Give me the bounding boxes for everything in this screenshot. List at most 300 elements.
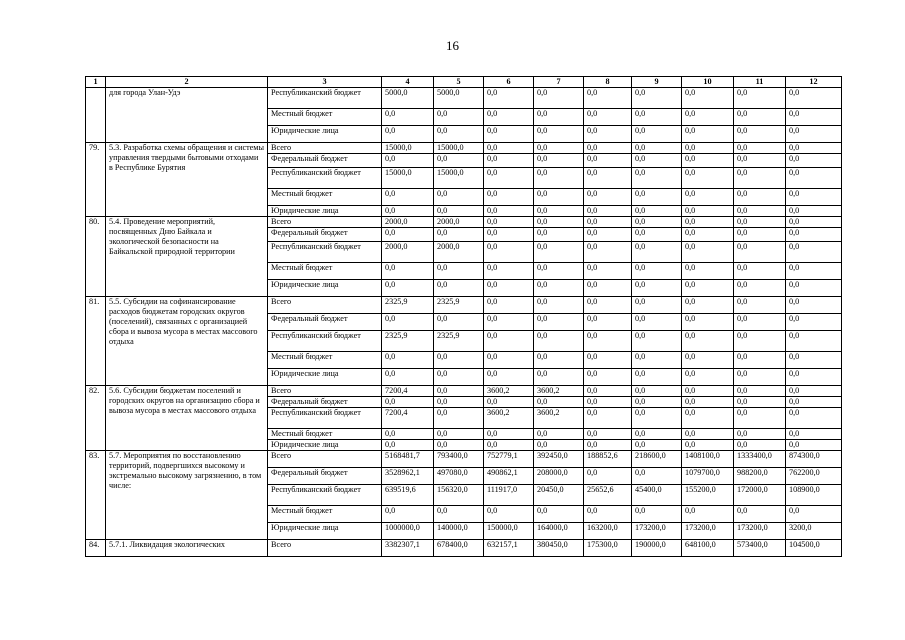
- amount-cell: 0,0: [734, 143, 786, 154]
- funding-source: Юридические лица: [268, 126, 382, 143]
- amount-cell: 0,0: [484, 242, 534, 263]
- amount-cell: 0,0: [734, 386, 786, 397]
- amount-cell: 0,0: [484, 397, 534, 408]
- row-index: 80.: [86, 217, 106, 297]
- amount-cell: 0,0: [534, 109, 584, 126]
- amount-cell: 7200,4: [382, 408, 434, 429]
- amount-cell: 380450,0: [534, 540, 584, 557]
- amount-cell: 0,0: [632, 468, 682, 485]
- amount-cell: 3600,2: [484, 408, 534, 429]
- amount-cell: 0,0: [534, 297, 584, 314]
- amount-cell: 0,0: [484, 429, 534, 440]
- amount-cell: 0,0: [434, 429, 484, 440]
- amount-cell: 0,0: [584, 352, 632, 369]
- amount-cell: 0,0: [434, 263, 484, 280]
- amount-cell: 0,0: [682, 440, 734, 451]
- amount-cell: 0,0: [786, 242, 842, 263]
- amount-cell: 0,0: [584, 386, 632, 397]
- amount-cell: 0,0: [484, 263, 534, 280]
- amount-cell: 0,0: [682, 263, 734, 280]
- column-header: 5: [434, 77, 484, 88]
- amount-cell: 3600,2: [534, 408, 584, 429]
- funding-source: Всего: [268, 217, 382, 228]
- funding-source: Всего: [268, 451, 382, 468]
- amount-cell: 111917,0: [484, 485, 534, 506]
- column-header: 2: [106, 77, 268, 88]
- amount-cell: 0,0: [534, 440, 584, 451]
- amount-cell: 0,0: [434, 109, 484, 126]
- amount-cell: 2325,9: [382, 297, 434, 314]
- amount-cell: 3600,2: [484, 386, 534, 397]
- amount-cell: 0,0: [584, 369, 632, 386]
- amount-cell: 752779,1: [484, 451, 534, 468]
- amount-cell: 0,0: [786, 109, 842, 126]
- amount-cell: 0,0: [632, 217, 682, 228]
- amount-cell: 2000,0: [382, 217, 434, 228]
- amount-cell: 155200,0: [682, 485, 734, 506]
- amount-cell: 3600,2: [534, 386, 584, 397]
- amount-cell: 0,0: [786, 263, 842, 280]
- amount-cell: 0,0: [682, 206, 734, 217]
- amount-cell: 0,0: [584, 228, 632, 242]
- funding-source: Республиканский бюджет: [268, 88, 382, 109]
- amount-cell: 0,0: [484, 154, 534, 168]
- amount-cell: 0,0: [534, 397, 584, 408]
- amount-cell: 0,0: [786, 386, 842, 397]
- amount-cell: 7200,4: [382, 386, 434, 397]
- amount-cell: 0,0: [434, 154, 484, 168]
- amount-cell: 5000,0: [382, 88, 434, 109]
- amount-cell: 0,0: [584, 109, 632, 126]
- amount-cell: 0,0: [534, 143, 584, 154]
- amount-cell: 0,0: [786, 440, 842, 451]
- funding-source: Всего: [268, 540, 382, 557]
- column-header: 3: [268, 77, 382, 88]
- amount-cell: 0,0: [382, 506, 434, 523]
- amount-cell: 173200,0: [734, 523, 786, 540]
- column-header: 12: [786, 77, 842, 88]
- amount-cell: 0,0: [484, 297, 534, 314]
- amount-cell: 0,0: [584, 263, 632, 280]
- amount-cell: 0,0: [682, 369, 734, 386]
- amount-cell: 0,0: [434, 369, 484, 386]
- activity-description: для города Улан-Удэ: [106, 88, 268, 143]
- amount-cell: 0,0: [534, 280, 584, 297]
- amount-cell: 0,0: [632, 143, 682, 154]
- amount-cell: 0,0: [786, 331, 842, 352]
- activity-description: 5.6. Субсидии бюджетам поселений и городских округов на организацию сбора и вывоза мусора в местах массового отдыха: [106, 386, 268, 451]
- amount-cell: 490862,1: [484, 468, 534, 485]
- amount-cell: 0,0: [382, 280, 434, 297]
- amount-cell: 188852,6: [584, 451, 632, 468]
- amount-cell: 0,0: [434, 189, 484, 206]
- amount-cell: 1408100,0: [682, 451, 734, 468]
- amount-cell: 5168481,7: [382, 451, 434, 468]
- amount-cell: 0,0: [682, 314, 734, 331]
- amount-cell: 0,0: [434, 408, 484, 429]
- amount-cell: 0,0: [584, 506, 632, 523]
- funding-source: Республиканский бюджет: [268, 485, 382, 506]
- amount-cell: 0,0: [632, 314, 682, 331]
- amount-cell: 108900,0: [786, 485, 842, 506]
- budget-table: [85, 76, 842, 557]
- funding-source: Всего: [268, 143, 382, 154]
- amount-cell: 2325,9: [382, 331, 434, 352]
- amount-cell: 0,0: [382, 397, 434, 408]
- amount-cell: 164000,0: [534, 523, 584, 540]
- amount-cell: 0,0: [534, 217, 584, 228]
- amount-cell: 0,0: [682, 126, 734, 143]
- amount-cell: 0,0: [534, 126, 584, 143]
- amount-cell: 0,0: [382, 263, 434, 280]
- amount-cell: 0,0: [484, 369, 534, 386]
- amount-cell: 0,0: [734, 189, 786, 206]
- amount-cell: 0,0: [534, 228, 584, 242]
- funding-source: Местный бюджет: [268, 429, 382, 440]
- amount-cell: 104500,0: [786, 540, 842, 557]
- amount-cell: 0,0: [682, 217, 734, 228]
- funding-source: Республиканский бюджет: [268, 242, 382, 263]
- amount-cell: 0,0: [786, 506, 842, 523]
- funding-source: Федеральный бюджет: [268, 397, 382, 408]
- funding-source: Юридические лица: [268, 369, 382, 386]
- amount-cell: 497080,0: [434, 468, 484, 485]
- row-index: [86, 88, 106, 143]
- amount-cell: 0,0: [734, 126, 786, 143]
- amount-cell: 172000,0: [734, 485, 786, 506]
- funding-source: Юридические лица: [268, 206, 382, 217]
- amount-cell: 0,0: [632, 397, 682, 408]
- table-row: [86, 386, 842, 397]
- amount-cell: 173200,0: [632, 523, 682, 540]
- amount-cell: 0,0: [434, 397, 484, 408]
- amount-cell: 0,0: [734, 397, 786, 408]
- amount-cell: 0,0: [734, 217, 786, 228]
- amount-cell: 0,0: [484, 88, 534, 109]
- amount-cell: 0,0: [632, 228, 682, 242]
- amount-cell: 0,0: [632, 263, 682, 280]
- funding-source: Юридические лица: [268, 280, 382, 297]
- amount-cell: 1000000,0: [382, 523, 434, 540]
- amount-cell: 0,0: [434, 126, 484, 143]
- amount-cell: 573400,0: [734, 540, 786, 557]
- funding-source: Федеральный бюджет: [268, 228, 382, 242]
- table-row: [86, 297, 842, 314]
- activity-description: 5.7.1. Ликвидация экологических: [106, 540, 268, 557]
- amount-cell: 0,0: [484, 506, 534, 523]
- amount-cell: 0,0: [534, 429, 584, 440]
- amount-cell: 15000,0: [434, 143, 484, 154]
- amount-cell: 45400,0: [632, 485, 682, 506]
- amount-cell: 762200,0: [786, 468, 842, 485]
- amount-cell: 0,0: [682, 506, 734, 523]
- column-header: 10: [682, 77, 734, 88]
- amount-cell: 0,0: [786, 352, 842, 369]
- amount-cell: 0,0: [632, 206, 682, 217]
- column-header: 8: [584, 77, 632, 88]
- amount-cell: 0,0: [632, 440, 682, 451]
- amount-cell: 0,0: [382, 352, 434, 369]
- amount-cell: 0,0: [682, 88, 734, 109]
- row-index: 84.: [86, 540, 106, 557]
- amount-cell: 0,0: [734, 352, 786, 369]
- amount-cell: 0,0: [534, 168, 584, 189]
- funding-source: Юридические лица: [268, 523, 382, 540]
- row-index: 79.: [86, 143, 106, 217]
- amount-cell: 0,0: [786, 189, 842, 206]
- amount-cell: 0,0: [382, 189, 434, 206]
- amount-cell: 0,0: [682, 352, 734, 369]
- amount-cell: 793400,0: [434, 451, 484, 468]
- amount-cell: 0,0: [632, 189, 682, 206]
- amount-cell: 0,0: [786, 429, 842, 440]
- funding-source: Республиканский бюджет: [268, 408, 382, 429]
- amount-cell: 0,0: [682, 189, 734, 206]
- amount-cell: 0,0: [584, 189, 632, 206]
- amount-cell: 0,0: [484, 143, 534, 154]
- amount-cell: 0,0: [682, 280, 734, 297]
- amount-cell: 0,0: [786, 369, 842, 386]
- amount-cell: 3200,0: [786, 523, 842, 540]
- amount-cell: 0,0: [734, 331, 786, 352]
- amount-cell: 0,0: [484, 206, 534, 217]
- amount-cell: 0,0: [382, 126, 434, 143]
- amount-cell: 0,0: [682, 386, 734, 397]
- amount-cell: 0,0: [382, 228, 434, 242]
- amount-cell: 0,0: [632, 352, 682, 369]
- amount-cell: 0,0: [584, 126, 632, 143]
- amount-cell: 0,0: [734, 506, 786, 523]
- amount-cell: 0,0: [632, 331, 682, 352]
- amount-cell: 0,0: [786, 297, 842, 314]
- funding-source: Федеральный бюджет: [268, 154, 382, 168]
- amount-cell: 190000,0: [632, 540, 682, 557]
- amount-cell: 392450,0: [534, 451, 584, 468]
- table-body: [86, 88, 842, 557]
- amount-cell: 0,0: [584, 314, 632, 331]
- amount-cell: 0,0: [534, 352, 584, 369]
- amount-cell: 0,0: [682, 297, 734, 314]
- amount-cell: 0,0: [632, 429, 682, 440]
- amount-cell: 218600,0: [632, 451, 682, 468]
- amount-cell: 0,0: [682, 331, 734, 352]
- amount-cell: 0,0: [484, 189, 534, 206]
- amount-cell: 0,0: [484, 109, 534, 126]
- amount-cell: 0,0: [534, 206, 584, 217]
- amount-cell: 0,0: [786, 228, 842, 242]
- amount-cell: 0,0: [632, 109, 682, 126]
- amount-cell: 0,0: [484, 228, 534, 242]
- amount-cell: 0,0: [584, 143, 632, 154]
- amount-cell: 0,0: [786, 88, 842, 109]
- funding-source: Всего: [268, 297, 382, 314]
- amount-cell: 0,0: [584, 280, 632, 297]
- amount-cell: 0,0: [584, 408, 632, 429]
- amount-cell: 988200,0: [734, 468, 786, 485]
- amount-cell: 0,0: [584, 206, 632, 217]
- amount-cell: 0,0: [382, 206, 434, 217]
- funding-source: Федеральный бюджет: [268, 314, 382, 331]
- column-header: 1: [86, 77, 106, 88]
- amount-cell: 0,0: [682, 397, 734, 408]
- amount-cell: 0,0: [632, 154, 682, 168]
- amount-cell: 0,0: [632, 168, 682, 189]
- amount-cell: 0,0: [632, 297, 682, 314]
- amount-cell: 0,0: [786, 280, 842, 297]
- amount-cell: 0,0: [682, 154, 734, 168]
- table-row: [86, 143, 842, 154]
- amount-cell: 25652,6: [584, 485, 632, 506]
- amount-cell: 0,0: [584, 297, 632, 314]
- amount-cell: 0,0: [734, 263, 786, 280]
- amount-cell: 0,0: [534, 314, 584, 331]
- amount-cell: 0,0: [534, 189, 584, 206]
- amount-cell: 0,0: [382, 154, 434, 168]
- column-header: 4: [382, 77, 434, 88]
- funding-source: Республиканский бюджет: [268, 168, 382, 189]
- amount-cell: 0,0: [734, 228, 786, 242]
- amount-cell: 0,0: [786, 217, 842, 228]
- amount-cell: 20450,0: [534, 485, 584, 506]
- amount-cell: 0,0: [434, 506, 484, 523]
- amount-cell: 0,0: [786, 408, 842, 429]
- amount-cell: 0,0: [484, 314, 534, 331]
- row-index: 82.: [86, 386, 106, 451]
- amount-cell: 0,0: [534, 263, 584, 280]
- amount-cell: 0,0: [786, 206, 842, 217]
- amount-cell: 0,0: [584, 440, 632, 451]
- amount-cell: 0,0: [786, 397, 842, 408]
- amount-cell: 0,0: [734, 408, 786, 429]
- amount-cell: 0,0: [734, 314, 786, 331]
- table-row: [86, 88, 842, 109]
- table-row: [86, 451, 842, 468]
- column-header: 6: [484, 77, 534, 88]
- amount-cell: 0,0: [734, 154, 786, 168]
- amount-cell: 0,0: [632, 369, 682, 386]
- amount-cell: 0,0: [734, 168, 786, 189]
- amount-cell: 0,0: [682, 408, 734, 429]
- amount-cell: 0,0: [734, 440, 786, 451]
- activity-description: 5.5. Субсидии на софинансирование расходов бюджетам городских округов (поселений), связанных с организацией сбора и вывоза мусора в местах массового отдыха: [106, 297, 268, 386]
- amount-cell: 0,0: [584, 168, 632, 189]
- funding-source: Местный бюджет: [268, 352, 382, 369]
- amount-cell: 0,0: [584, 331, 632, 352]
- funding-source: Республиканский бюджет: [268, 331, 382, 352]
- amount-cell: 156320,0: [434, 485, 484, 506]
- amount-cell: 173200,0: [682, 523, 734, 540]
- amount-cell: 0,0: [534, 154, 584, 168]
- amount-cell: 0,0: [734, 206, 786, 217]
- header-row: [86, 77, 842, 88]
- funding-source: Местный бюджет: [268, 506, 382, 523]
- amount-cell: 0,0: [434, 228, 484, 242]
- amount-cell: 0,0: [682, 168, 734, 189]
- amount-cell: 0,0: [434, 352, 484, 369]
- amount-cell: 0,0: [584, 429, 632, 440]
- amount-cell: 2000,0: [382, 242, 434, 263]
- amount-cell: 0,0: [434, 440, 484, 451]
- amount-cell: 0,0: [584, 242, 632, 263]
- amount-cell: 0,0: [534, 331, 584, 352]
- amount-cell: 0,0: [484, 126, 534, 143]
- amount-cell: 3528962,1: [382, 468, 434, 485]
- amount-cell: 15000,0: [382, 143, 434, 154]
- amount-cell: 0,0: [632, 506, 682, 523]
- activity-description: 5.3. Разработка схемы обращения и системы управления твердыми бытовыми отходами в Республике Бурятия: [106, 143, 268, 217]
- amount-cell: 0,0: [534, 506, 584, 523]
- amount-cell: 0,0: [734, 297, 786, 314]
- amount-cell: 2000,0: [434, 242, 484, 263]
- amount-cell: 874300,0: [786, 451, 842, 468]
- amount-cell: 2000,0: [434, 217, 484, 228]
- amount-cell: 0,0: [382, 429, 434, 440]
- amount-cell: 175300,0: [584, 540, 632, 557]
- amount-cell: 0,0: [534, 88, 584, 109]
- amount-cell: 0,0: [786, 314, 842, 331]
- amount-cell: 0,0: [682, 242, 734, 263]
- amount-cell: 0,0: [484, 168, 534, 189]
- table-row: [86, 217, 842, 228]
- amount-cell: 0,0: [734, 242, 786, 263]
- amount-cell: 0,0: [632, 126, 682, 143]
- amount-cell: 0,0: [584, 468, 632, 485]
- table-row: [86, 540, 842, 557]
- amount-cell: 0,0: [786, 126, 842, 143]
- amount-cell: 678400,0: [434, 540, 484, 557]
- funding-source: Местный бюджет: [268, 109, 382, 126]
- column-header: 11: [734, 77, 786, 88]
- amount-cell: 3382307,1: [382, 540, 434, 557]
- amount-cell: 0,0: [484, 352, 534, 369]
- amount-cell: 0,0: [734, 109, 786, 126]
- amount-cell: 0,0: [484, 331, 534, 352]
- amount-cell: 0,0: [434, 314, 484, 331]
- amount-cell: 0,0: [682, 228, 734, 242]
- amount-cell: 208000,0: [534, 468, 584, 485]
- amount-cell: 0,0: [632, 386, 682, 397]
- funding-source: Юридические лица: [268, 440, 382, 451]
- amount-cell: 0,0: [786, 168, 842, 189]
- amount-cell: 0,0: [632, 280, 682, 297]
- amount-cell: 648100,0: [682, 540, 734, 557]
- column-header: 7: [534, 77, 584, 88]
- amount-cell: 140000,0: [434, 523, 484, 540]
- amount-cell: 150000,0: [484, 523, 534, 540]
- amount-cell: 0,0: [434, 386, 484, 397]
- amount-cell: 0,0: [734, 88, 786, 109]
- amount-cell: 5000,0: [434, 88, 484, 109]
- funding-source: Федеральный бюджет: [268, 468, 382, 485]
- amount-cell: 1333400,0: [734, 451, 786, 468]
- amount-cell: 0,0: [632, 88, 682, 109]
- amount-cell: 0,0: [484, 440, 534, 451]
- amount-cell: 2325,9: [434, 331, 484, 352]
- amount-cell: 0,0: [534, 242, 584, 263]
- amount-cell: 2325,9: [434, 297, 484, 314]
- amount-cell: 0,0: [382, 369, 434, 386]
- amount-cell: 0,0: [682, 143, 734, 154]
- amount-cell: 639519,6: [382, 485, 434, 506]
- amount-cell: 0,0: [584, 88, 632, 109]
- amount-cell: 632157,1: [484, 540, 534, 557]
- funding-source: Местный бюджет: [268, 263, 382, 280]
- funding-source: Всего: [268, 386, 382, 397]
- page-number: 16: [446, 38, 459, 53]
- activity-description: 5.4. Проведение мероприятий, посвященных Дню Байкала и экологической безопасности на Байкальской природной территории: [106, 217, 268, 297]
- amount-cell: 0,0: [584, 397, 632, 408]
- amount-cell: 0,0: [484, 217, 534, 228]
